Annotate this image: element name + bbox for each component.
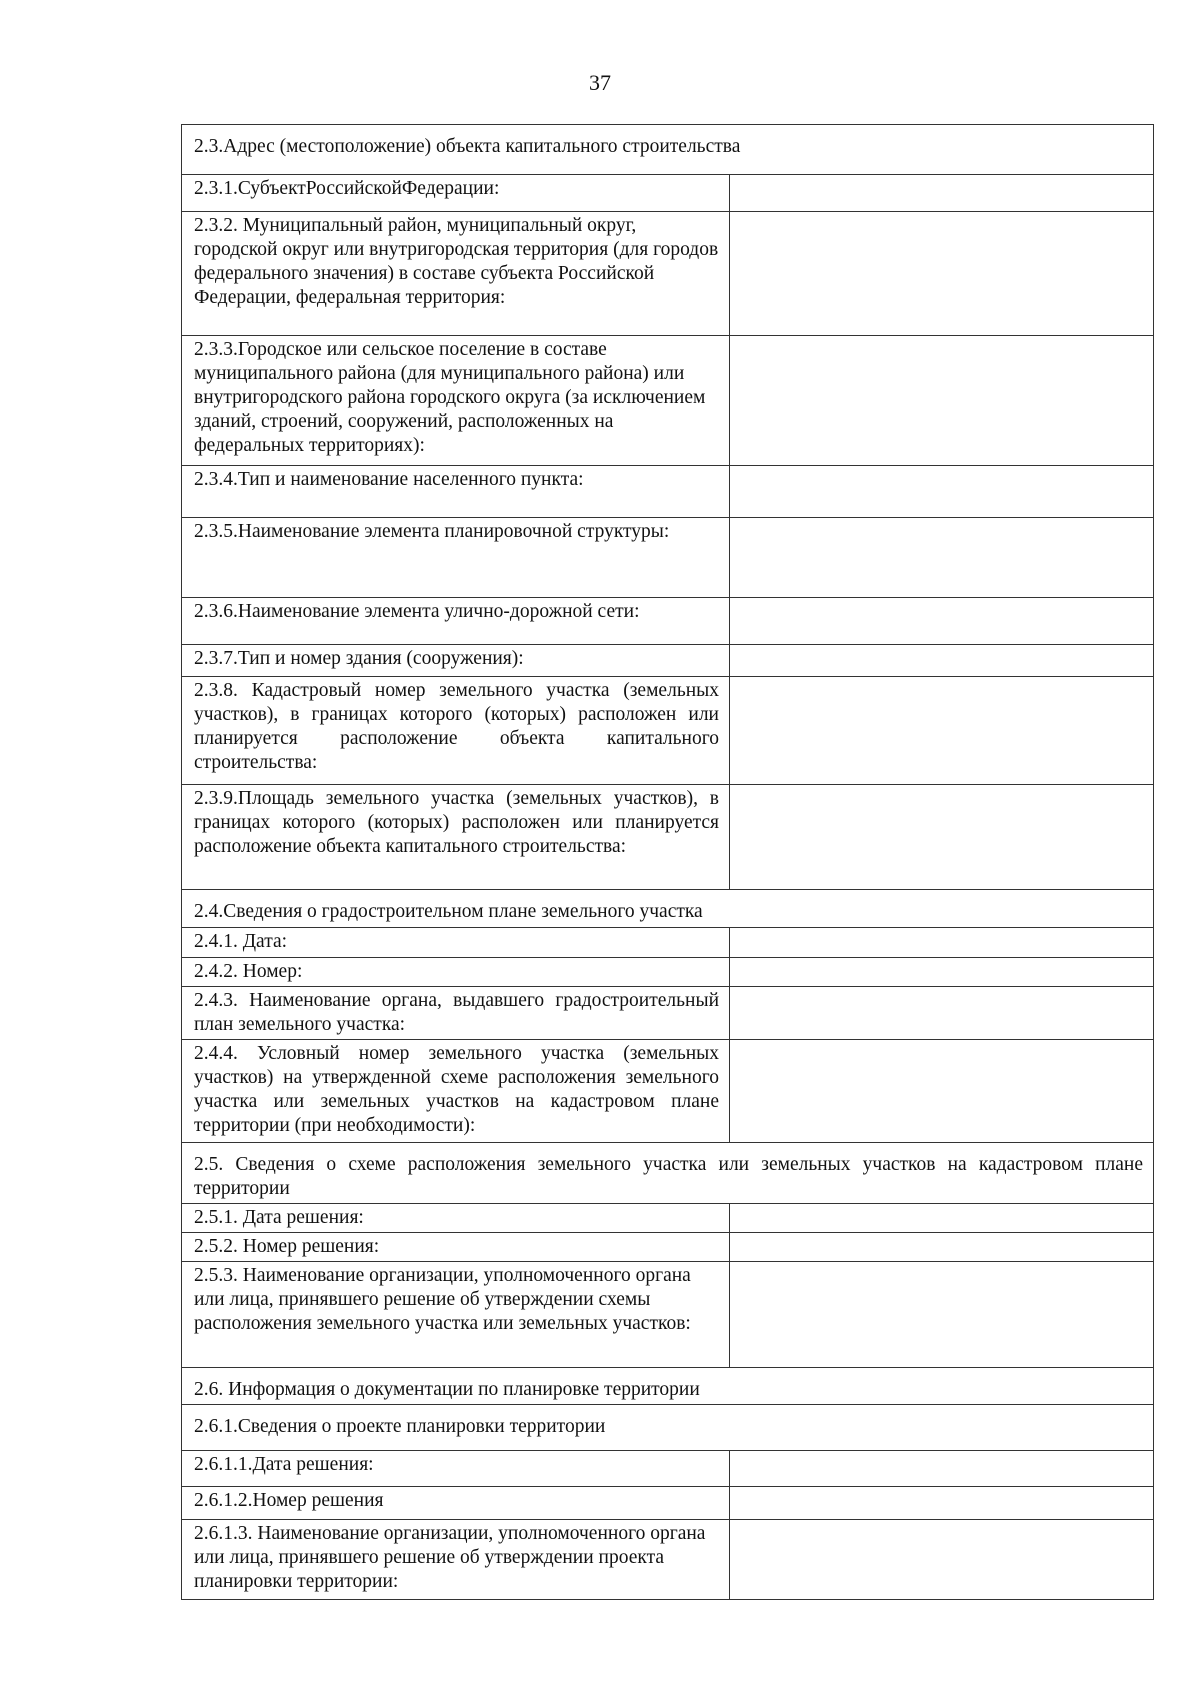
- field-value-cell[interactable]: [730, 1520, 1154, 1600]
- field-value-cell[interactable]: [730, 336, 1154, 466]
- field-row: [182, 958, 1154, 987]
- field-row: [182, 785, 1154, 890]
- field-row: [182, 1040, 1154, 1143]
- section-heading: 2.6.1.Сведения о проекте планировки территории: [182, 1405, 1154, 1451]
- section-heading: 2.3.Адрес (местоположение) объекта капитального строительства: [182, 125, 1154, 175]
- field-row: [182, 336, 1154, 466]
- section-row: [182, 890, 1154, 928]
- field-value-cell[interactable]: [730, 1233, 1154, 1262]
- field-row: [182, 1204, 1154, 1233]
- field-value-cell[interactable]: [730, 987, 1154, 1040]
- application-form-table: [181, 124, 1154, 1600]
- section-row: [182, 1368, 1154, 1405]
- field-value-cell[interactable]: [730, 466, 1154, 518]
- field-value-cell[interactable]: [730, 1262, 1154, 1368]
- page-number: 37: [589, 70, 611, 95]
- field-value-cell[interactable]: [730, 1204, 1154, 1233]
- field-row: [182, 1520, 1154, 1600]
- field-row: [182, 987, 1154, 1040]
- field-label: 2.3.9.Площадь земельного участка (земельных участков), в границах которого (которых) расположен или планируется расположение объекта капитального строительства:: [182, 785, 730, 890]
- field-row: [182, 645, 1154, 677]
- field-row: [182, 1233, 1154, 1262]
- field-row: [182, 518, 1154, 598]
- field-label: 2.5.1. Дата решения:: [182, 1204, 730, 1233]
- field-label: 2.3.8. Кадастровый номер земельного участка (земельных участков), в границах которого (которых) расположен или планируется расположение объекта капитального строительства:: [182, 677, 730, 785]
- field-row: [182, 212, 1154, 336]
- section-heading: 2.5. Сведения о схеме расположения земельного участка или земельных участков на кадастровом плане территории: [182, 1143, 1154, 1204]
- field-row: [182, 1451, 1154, 1487]
- field-value-cell[interactable]: [730, 518, 1154, 598]
- field-label: 2.3.3.Городское или сельское поселение в составе муниципального района (для муниципального района) или внутригородского района городского округа (за исключением зданий, строений, сооружений, расположенных на федеральных территориях):: [182, 336, 730, 466]
- field-value-cell[interactable]: [730, 212, 1154, 336]
- field-label: 2.3.4.Тип и наименование населенного пункта:: [182, 466, 730, 518]
- field-value-cell[interactable]: [730, 958, 1154, 987]
- field-row: [182, 598, 1154, 645]
- field-row: [182, 466, 1154, 518]
- field-value-cell[interactable]: [730, 1487, 1154, 1520]
- field-value-cell[interactable]: [730, 677, 1154, 785]
- field-label: 2.3.2. Муниципальный район, муниципальный округ, городской округ или внутригородская территория (для городов федерального значения) в составе субъекта Российской Федерации, федеральная территория:: [182, 212, 730, 336]
- field-label: 2.6.1.1.Дата решения:: [182, 1451, 730, 1487]
- field-label: 2.3.7.Тип и номер здания (сооружения):: [182, 645, 730, 677]
- section-heading: 2.6. Информация о документации по планировке территории: [182, 1368, 1154, 1405]
- field-row: [182, 677, 1154, 785]
- section-heading: 2.4.Сведения о градостроительном плане земельного участка: [182, 890, 1154, 928]
- field-label: 2.5.3. Наименование организации, уполномоченного органа или лица, принявшего решение об утверждении схемы расположения земельного участка или земельных участков:: [182, 1262, 730, 1368]
- field-value-cell[interactable]: [730, 1451, 1154, 1487]
- field-value-cell[interactable]: [730, 785, 1154, 890]
- field-label: 2.4.2. Номер:: [182, 958, 730, 987]
- field-value-cell[interactable]: [730, 928, 1154, 958]
- field-value-cell[interactable]: [730, 598, 1154, 645]
- field-row: [182, 1262, 1154, 1368]
- field-label: 2.6.1.2.Номер решения: [182, 1487, 730, 1520]
- section-row: [182, 1143, 1154, 1204]
- field-row: [182, 1487, 1154, 1520]
- field-label: 2.6.1.3. Наименование организации, уполномоченного органа или лица, принявшего решение об утверждении проекта планировки территории:: [182, 1520, 730, 1600]
- section-row: [182, 125, 1154, 175]
- field-label: 2.3.6.Наименование элемента улично-дорожной сети:: [182, 598, 730, 645]
- field-value-cell[interactable]: [730, 1040, 1154, 1143]
- field-label: 2.3.1.СубъектРоссийскойФедерации:: [182, 175, 730, 212]
- field-label: 2.5.2. Номер решения:: [182, 1233, 730, 1262]
- field-label: 2.4.3. Наименование органа, выдавшего градостроительный план земельного участка:: [182, 987, 730, 1040]
- field-label: 2.4.1. Дата:: [182, 928, 730, 958]
- field-label: 2.3.5.Наименование элемента планировочной структуры:: [182, 518, 730, 598]
- field-row: [182, 928, 1154, 958]
- section-row: [182, 1405, 1154, 1451]
- form-table-body: [182, 125, 1154, 1600]
- field-row: [182, 175, 1154, 212]
- field-value-cell[interactable]: [730, 175, 1154, 212]
- field-label: 2.4.4. Условный номер земельного участка (земельных участков) на утвержденной схеме расположения земельного участка или земельных участков на кадастровом плане территории (при необходимости):: [182, 1040, 730, 1143]
- field-value-cell[interactable]: [730, 645, 1154, 677]
